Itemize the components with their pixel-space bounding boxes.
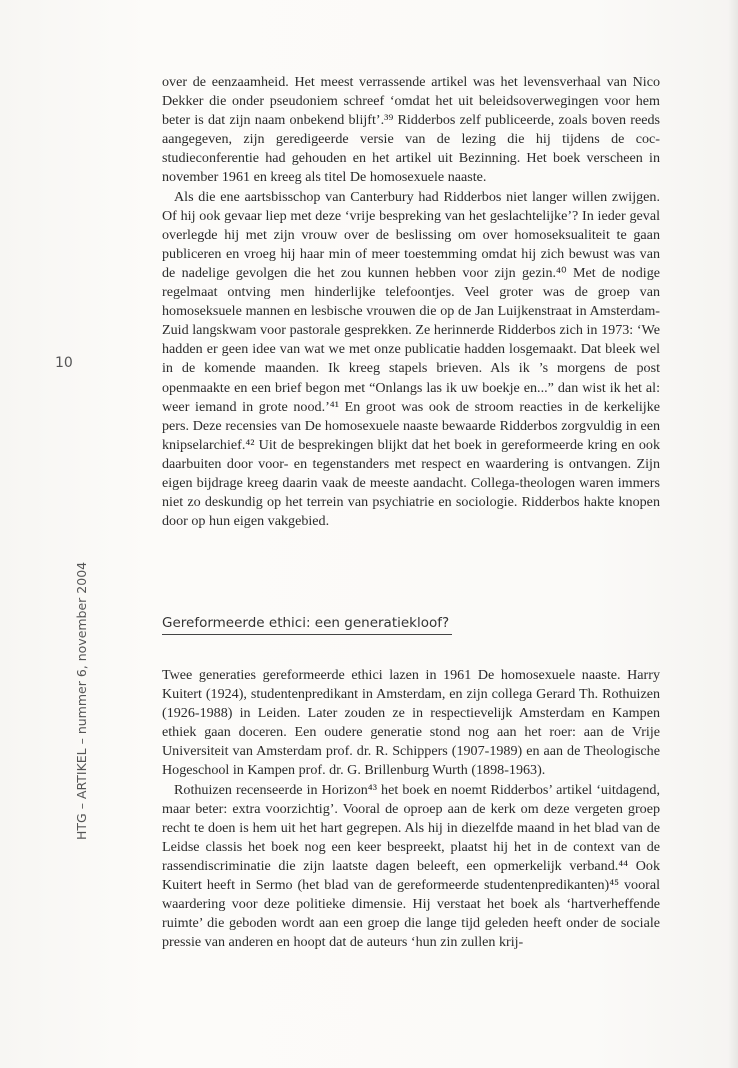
section-heading-wrap <box>162 615 452 635</box>
page-edge-shadow <box>728 0 738 1068</box>
body-text-top <box>162 73 660 531</box>
page-number: 10 <box>55 355 73 371</box>
section-heading: Gereformeerde ethici: een generatiekloof? <box>162 615 450 631</box>
body-text-bottom <box>162 666 660 952</box>
paragraph: over de eenzaamheid. Het meest verrassende artikel was het levensverhaal van Nico Dekker die onder pseudoniem schreef ‘omdat het uit beleidsoverwegingen voor hem beter is dat zijn naam onbekend blijft’.³⁹ Ridderbos zelf publiceerde, zoals boven reeds aangegeven, zijn geredigeerde versie van de lezing die hij tijdens de coc-studieconferentie had gehouden en het artikel uit Bezinning. Het boek verscheen in november 1961 en kreeg als titel De homosexuele naaste. <box>162 74 660 186</box>
paragraph: Als die ene aartsbisschop van Canterbury had Ridderbos niet langer willen zwijgen. Of hij ook gevaar liep met deze ‘vrije bespreking van het geslachtelijke’? In ieder geval overlegde hij met zijn vrouw over de beslissing om over homoseksualiteit te gaan publiceren en vroeg hij haar min of meer toestemming omdat hij zich bewust was van de nadelige gevolgen die het zou kunnen hebben voor zijn gezin.⁴⁰ Met de nodige regelmaat ontving men hinderlijke telefoontjes. Veel groter was de groep van homoseksuele mannen en lesbische vrouwen die op de Jan Luijkenstraat in Amsterdam-Zuid langskwam voor pastorale gesprekken. Ze herinnerde Ridderbos zich in 1973: ‘We hadden er geen idee van wat we met onze publicatie hadden losgemaakt. Dat bleek wel in de komende maanden. Ik kreeg stapels brieven. Als ik ’s morgens de post openmaakte en een brief begon met “Onlangs las ik uw boekje en...” dan wist ik het al: weer iemand in grote nood.’⁴¹ En groot was ook de stroom reacties in de kerkelijke pers. Deze recensies van De homosexuele naaste bewaarde Ridderbos zorgvuldig in een knipselarchief.⁴² Uit de besprekingen blijkt dat het boek in gereformeerde kring en ook daarbuiten door voor- en tegenstanders met respect en waardering is ontvangen. Zijn eigen bijdrage kreeg daarin vaak de meeste aandacht. Collega-theologen waren immers niet zo deskundig op het terrein van psychiatrie en sociologie. Ridderbos hakte knopen door op hun eigen vakgebied. <box>162 188 660 530</box>
running-head: HTG – ARTIKEL – nummer 6, november 2004 <box>74 561 89 840</box>
paragraph: Rothuizen recenseerde in Horizon⁴³ het boek en noemt Ridderbos’ artikel ‘uitdagend, maar beter: extra voorzichtig’. Vooral de oproep aan de kerk om deze vergeten groep recht te doen is hem uit het hart gegrepen. Als hij in diezelfde maand in het blad van de Leidse classis het boek nog een keer bespreekt, plaatst hij het in de context van de rassendiscriminatie die zijn laatste dagen beleeft, een opmerkelijk verband.⁴⁴ Ook Kuitert heeft in Sermo (het blad van de gereformeerde studentenpredikanten)⁴⁵ vooral waardering voor deze politieke dimensie. Hij verstaat het boek als ‘hartverheffende ruimte’ die geboden wordt aan een groep die lange tijd geleden heeft onder de sociale pressie van anderen en hoopt dat de auteurs ‘hun zin zullen krij- <box>162 781 660 951</box>
paragraph: Twee generaties gereformeerde ethici lazen in 1961 De homosexuele naaste. Harry Kuitert (1924), studentenpredikant in Amsterdam, en zijn collega Gerard Th. Rothuizen (1926-1988) in Leiden. Later zouden ze in respectievelijk Amsterdam en Kampen ethiek gaan doceren. Een oudere generatie stond nog aan het roer: aan de Vrije Universiteit van Amsterdam prof. dr. R. Schippers (1907-1989) en aan de Theologische Hogeschool in Kampen prof. dr. G. Brillenburg Wurth (1898-1963). <box>162 667 660 779</box>
